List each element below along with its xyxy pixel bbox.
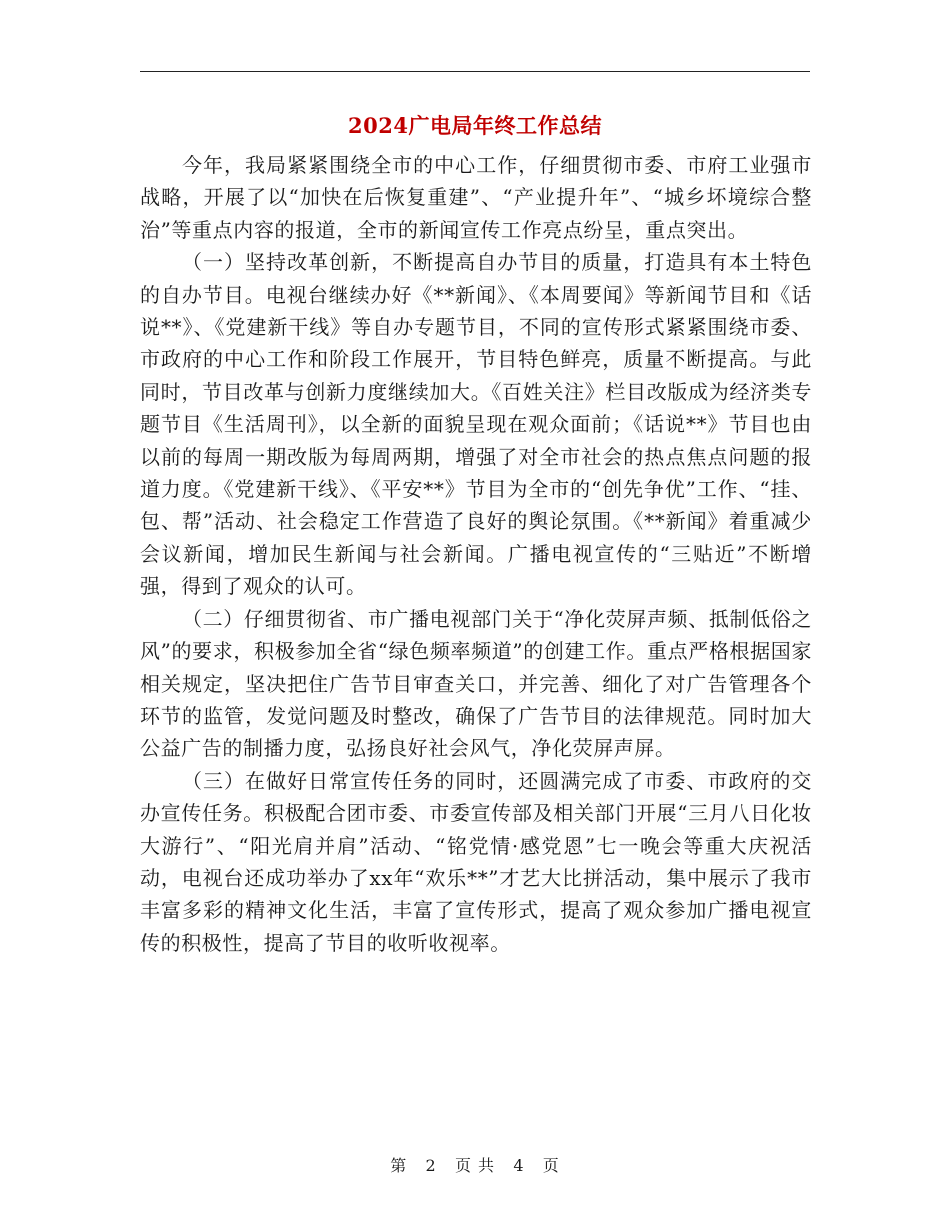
- paragraph-intro: 今年，我局紧紧围绕全市的中心工作，仔细贯彻市委、市府工业强市战略，开展了以“加快在后恢复重建”、“产业提升年”、“城乡坏境综合整治”等重点内容的报道，全市的新闻宣传工作亮点纷呈，重点突出。: [140, 153, 812, 242]
- footer-current-page: 2: [425, 1156, 437, 1175]
- footer-prefix: 第: [390, 1156, 408, 1175]
- paragraph-section-1: （一）坚持改革创新，不断提高自办节目的质量，打造具有本土特色的自办节目。电视台继续办好《**新闻》、《本周要闻》等新闻节目和《话说**》、《党建新干线》等自办专题节目，不同的宣传形式紧紧围绕市委、市政府的中心工作和阶段工作展开，节目特色鲜亮，质量不断提高。与此同时，节目改革与创新力度继续加大。《百姓关注》栏目改版成为经济类专题节目《生活周刊》，以全新的面貌呈现在观众面前；《话说**》节目也由以前的每周一期改版为每周两期，增强了对全市社会的热点焦点问题的报道力度。《党建新干线》、《平安**》节目为全市的“创先争优”工作、“挂、包、帮”活动、社会稳定工作营造了良好的舆论氛围。《**新闻》着重减少会议新闻，增加民生新闻与社会新闻。广播电视宣传的“三贴近”不断增强，得到了观众的认可。: [140, 250, 812, 599]
- document-title: 2024广电局年终工作总结: [348, 113, 602, 138]
- footer-suffix: 页: [542, 1156, 560, 1175]
- paragraph-section-2: （二）仔细贯彻省、市广播电视部门关于“净化荧屏声频、抵制低俗之风”的要求，积极参加全省“绿色频率频道”的创建工作。重点严格根据国家相关规定，坚决把住广告节目审查关口，并完善、细化了对广告管理各个环节的监管，发觉问题及时整改，确保了广告节目的法律规范。同时加大公益广告的制播力度，弘扬良好社会风气，净化荧屏声屏。: [140, 606, 812, 761]
- footer-total-pages: 4: [513, 1156, 525, 1175]
- page-footer: [140, 1154, 810, 1178]
- paragraph-section-3: （三）在做好日常宣传任务的同时，还圆满完成了市委、市政府的交办宣传任务。积极配合团市委、市委宣传部及相关部门开展“三月八日化妆大游行”、“阳光肩并肩”活动、“铭党情·感党恩”七一晚会等重大庆祝活动，电视台还成功举办了xx年“欢乐**”才艺大比拼活动，集中展示了我市丰富多彩的精神文化生活，丰富了宣传形式，提高了观众参加广播电视宣传的积极性，提高了节目的收听收视率。: [140, 768, 812, 955]
- footer-middle: 页 共: [454, 1156, 496, 1175]
- header-rule: [140, 71, 810, 72]
- document-body: [140, 149, 812, 959]
